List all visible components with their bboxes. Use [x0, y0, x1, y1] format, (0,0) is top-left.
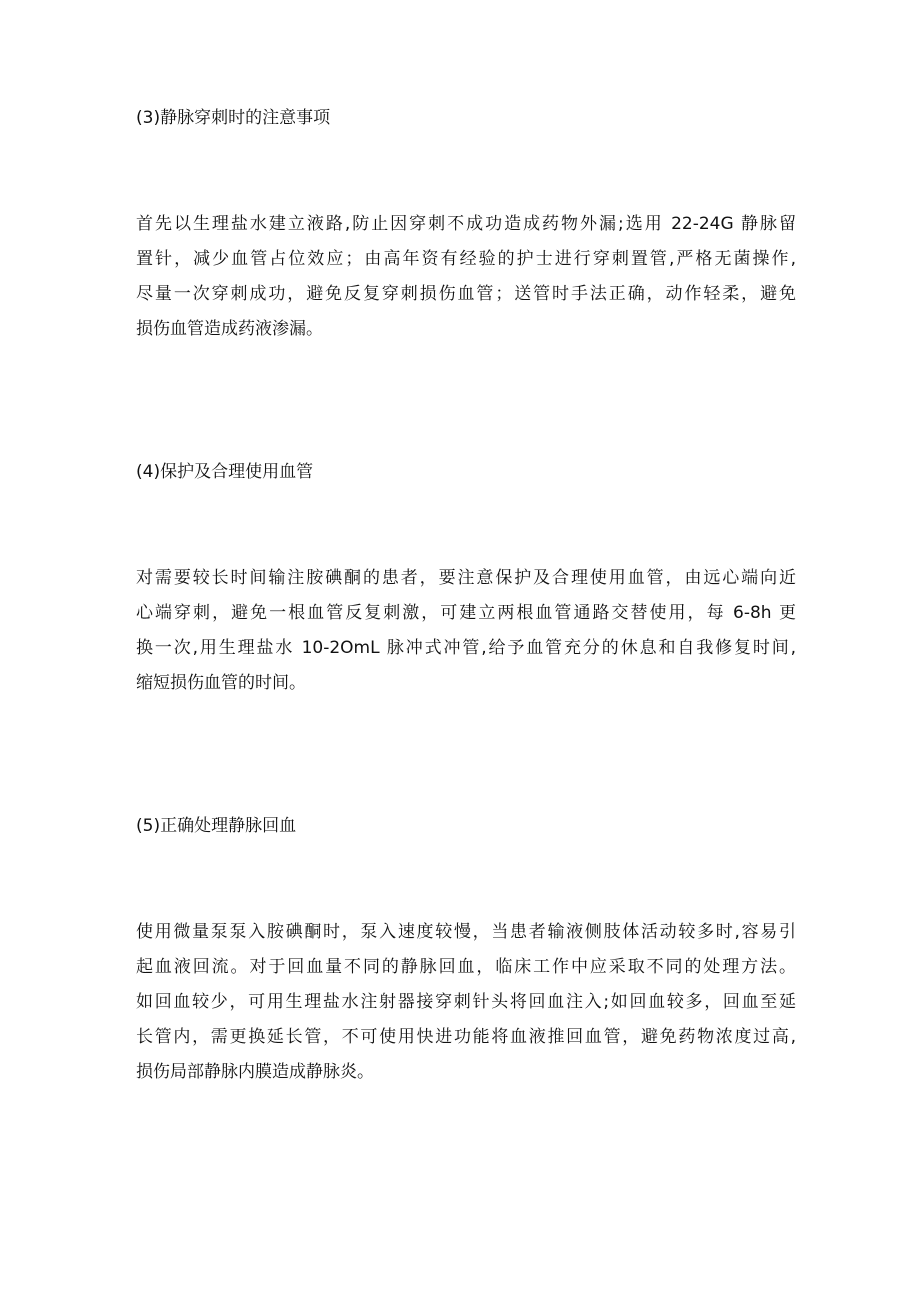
- paragraph-line: 长管内，需更换延长管，不可使用快进功能将血液推回血管，避免药物浓度过高,: [136, 1027, 796, 1047]
- section-heading-3: (3)静脉穿刺时的注意事项: [136, 108, 331, 128]
- paragraph-line: 缩短损伤血管的时间。: [136, 673, 306, 693]
- paragraph-line: 首先以生理盐水建立液路,防止因穿刺不成功造成药物外漏;选用 22-24G 静脉留: [136, 214, 796, 234]
- paragraph-line: 损伤血管造成药液渗漏。: [136, 319, 323, 339]
- section-heading-5: (5)正确处理静脉回血: [136, 816, 297, 836]
- paragraph-line: 对需要较长时间输注胺碘酮的患者，要注意保护及合理使用血管，由远心端向近: [136, 568, 796, 588]
- paragraph-line: 起血液回流。对于回血量不同的静脉回血，临床工作中应采取不同的处理方法。: [136, 957, 796, 977]
- section-paragraph-5: [136, 921, 796, 1083]
- paragraph-line: 置针，减少血管占位效应；由高年资有经验的护士进行穿刺置管,严格无菌操作,: [136, 249, 796, 269]
- paragraph-line: 损伤局部静脉内膜造成静脉炎。: [136, 1062, 374, 1082]
- paragraph-line: 如回血较少，可用生理盐水注射器接穿刺针头将回血注入;如回血较多，回血至延: [136, 992, 796, 1012]
- paragraph-line: 尽量一次穿刺成功，避免反复穿刺损伤血管；送管时手法正确，动作轻柔，避免: [136, 284, 796, 304]
- section-paragraph-3: [136, 213, 796, 340]
- paragraph-line: 心端穿刺，避免一根血管反复刺激，可建立两根血管通路交替使用，每 6-8h 更: [136, 603, 796, 623]
- paragraph-line: 使用微量泵泵入胺碘酮时，泵入速度较慢，当患者输液侧肢体活动较多时,容易引: [136, 922, 796, 942]
- section-paragraph-4: [136, 567, 796, 694]
- section-heading-4: (4)保护及合理使用血管: [136, 462, 314, 482]
- paragraph-line: 换一次,用生理盐水 10-2OmL 脉冲式冲管,给予血管充分的休息和自我修复时间,: [136, 638, 796, 658]
